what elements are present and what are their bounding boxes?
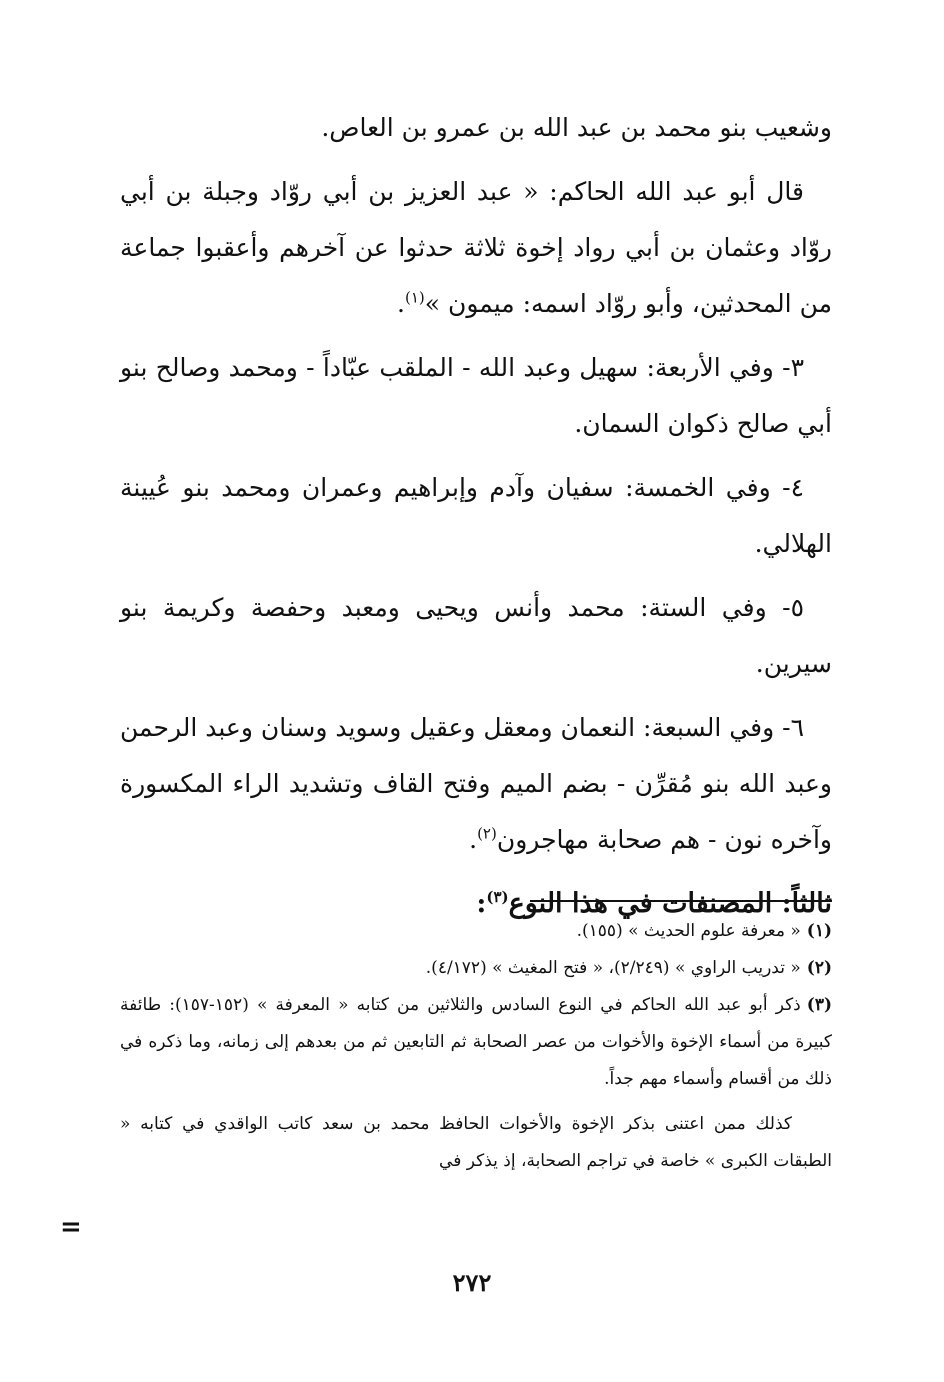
paragraph-1: وشعيب بنو محمد بن عبد الله بن عمرو بن العاص. bbox=[321, 113, 832, 142]
footnote-continuation: كذلك ممن اعتنى بذكر الإخوة والأخوات الحافظ محمد بن سعد كاتب الواقدي في كتابه « الطبقات الكبرى » خاصة في تراجم الصحابة، إذ يذكر في bbox=[120, 1114, 832, 1171]
footnote-text: « تدريب الراوي » (٢/٢٤٩)، « فتح المغيث » (٤/١٧٢). bbox=[425, 958, 801, 978]
paragraph-6-end: . bbox=[469, 825, 478, 854]
footnote-2 bbox=[120, 950, 832, 987]
paragraph-6-text: ٦- وفي السبعة: النعمان ومعقل وعقيل وسويد وسنان وعبد الرحمن وعبد الله بنو مُقرِّن - بضم الميم وفتح القاف وتشديد الراء المكسورة وآخره نون - هم صحابة مهاجرون bbox=[120, 713, 832, 854]
footnote-text: ذكر أبو عبد الله الحاكم في النوع السادس والثلاثين من كتابه « المعرفة » (١٥٢-١٥٧): طائفة كبيرة من أسماء الإخوة والأخوات من عصر الصحابة ثم التابعين ثم من بعدهم إلى زمانه، وما ذكره في ذلك من أقسام وأسماء مهم جداً. bbox=[120, 995, 832, 1089]
section-heading-text: ثالثاً: المصنفات في هذا النوع bbox=[508, 888, 832, 919]
footnote-number: (٣) bbox=[806, 995, 832, 1015]
section-heading-end: : bbox=[476, 888, 487, 919]
footnote-divider bbox=[530, 900, 832, 902]
paragraph-2-end: . bbox=[397, 289, 405, 318]
footnote-number: (١) bbox=[806, 921, 832, 941]
footnote-text: « معرفة علوم الحديث » (١٥٥). bbox=[576, 921, 801, 941]
footnote-ref-3: (٣) bbox=[486, 888, 509, 906]
paragraph-2 bbox=[120, 164, 832, 332]
main-text bbox=[120, 100, 832, 932]
continuation-mark: = bbox=[60, 1212, 82, 1242]
footnote-3 bbox=[120, 987, 832, 1098]
footnote-ref-2: (٢) bbox=[477, 824, 497, 843]
footnote-ref-1: (١) bbox=[404, 288, 425, 307]
paragraph-5: ٥- وفي الستة: محمد وأنس ويحيى ومعبد وحفصة وكريمة بنو سيرين. bbox=[120, 593, 832, 678]
paragraph-4: ٤- وفي الخمسة: سفيان وآدم وإبراهيم وعمران ومحمد بنو عُيينة الهلالي. bbox=[120, 473, 832, 558]
paragraph-2-text: قال أبو عبد الله الحاكم: « عبد العزيز بن أبي روّاد وجبلة بن أبي روّاد وعثمان بن أبي رواد إخوة ثلاثة حدثوا عن آخرهم وأعقبوا جماعة من المحدثين، وأبو روّاد اسمه: ميمون » bbox=[120, 177, 832, 318]
paragraph-6 bbox=[120, 700, 832, 868]
paragraph-3: ٣- وفي الأربعة: سهيل وعبد الله - الملقب عبّاداً - ومحمد وصالح بنو أبي صالح ذكوان السمان. bbox=[120, 353, 832, 438]
footnote-number: (٢) bbox=[806, 958, 832, 978]
footnotes bbox=[120, 913, 832, 1180]
footnote-1 bbox=[120, 913, 832, 950]
page-number: ٢٧٢ bbox=[452, 1268, 492, 1297]
